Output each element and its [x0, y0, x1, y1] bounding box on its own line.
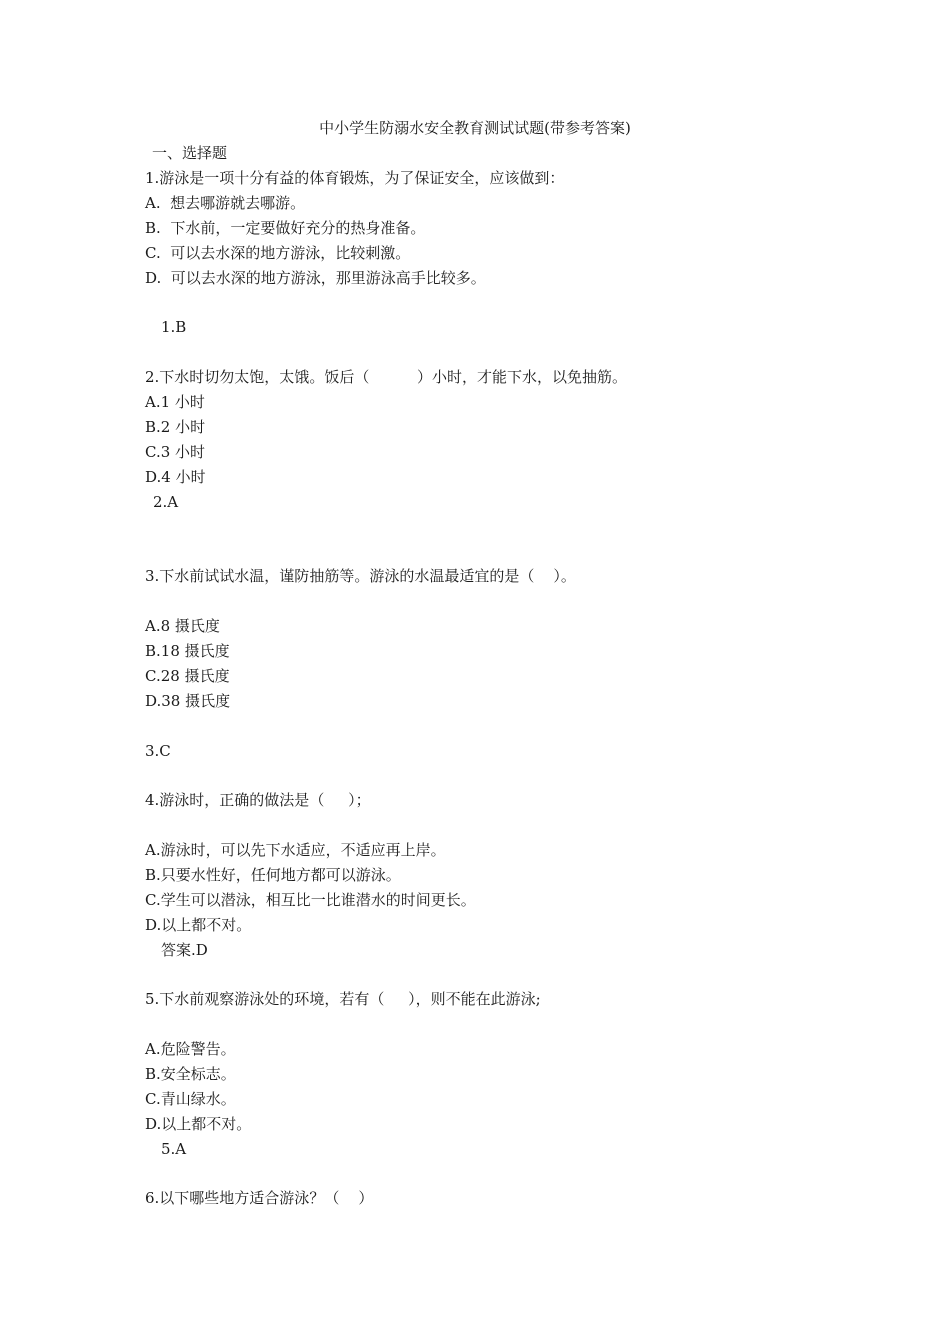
- answer: 2.A: [153, 493, 179, 511]
- section-heading: 一、选择题: [152, 144, 228, 162]
- answer: 3.C: [145, 742, 171, 760]
- question-stem: 6.以下哪些地方适合游泳？（ ）: [145, 1189, 374, 1207]
- question-stem: 1.游泳是一项十分有益的体育锻炼，为了保证安全，应该做到：: [145, 169, 565, 187]
- option-d: D. 可以去水深的地方游泳，那里游泳高手比较多。: [145, 269, 486, 287]
- option-d: D.4 小时: [145, 468, 206, 486]
- option-a: A.1 小时: [145, 393, 205, 411]
- option-b: B.只要水性好，任何地方都可以游泳。: [145, 866, 401, 884]
- option-a: A.危险警告。: [145, 1040, 236, 1058]
- option-d: D.38 摄氏度: [145, 692, 231, 710]
- option-b: B.安全标志。: [145, 1065, 236, 1083]
- option-d: D.以上都不对。: [145, 916, 252, 934]
- option-c: C. 可以去水深的地方游泳，比较刺激。: [145, 244, 411, 262]
- option-b: B.2 小时: [145, 418, 206, 436]
- option-c: C.3 小时: [145, 443, 206, 461]
- option-c: C.青山绿水。: [145, 1090, 236, 1108]
- answer: 1.B: [161, 318, 187, 336]
- option-a: A.游泳时，可以先下水适应，不适应再上岸。: [145, 841, 446, 859]
- option-a: A.8 摄氏度: [145, 617, 220, 635]
- question-stem: 4.游泳时，正确的做法是（ ）；: [145, 791, 371, 809]
- option-b: B.18 摄氏度: [145, 642, 230, 660]
- answer: 答案.D: [161, 941, 208, 959]
- option-c: C.28 摄氏度: [145, 667, 230, 685]
- question-stem: 3.下水前试试水温，谨防抽筋等。游泳的水温最适宜的是（ ）。: [145, 567, 576, 585]
- option-d: D.以上都不对。: [145, 1115, 252, 1133]
- answer: 5.A: [161, 1140, 187, 1158]
- option-c: C.学生可以潜泳，相互比一比谁潜水的时间更长。: [145, 891, 476, 909]
- question-stem: 2.下水时切勿太饱，太饿。饭后（ ）小时，才能下水，以免抽筋。: [145, 368, 627, 386]
- option-b: B. 下水前，一定要做好充分的热身准备。: [145, 219, 426, 237]
- page-title: 中小学生防溺水安全教育测试试题(带参考答案): [319, 119, 631, 137]
- option-a: A. 想去哪游就去哪游。: [145, 194, 306, 212]
- question-stem: 5.下水前观察游泳处的环境，若有（ ），则不能在此游泳;: [145, 990, 541, 1008]
